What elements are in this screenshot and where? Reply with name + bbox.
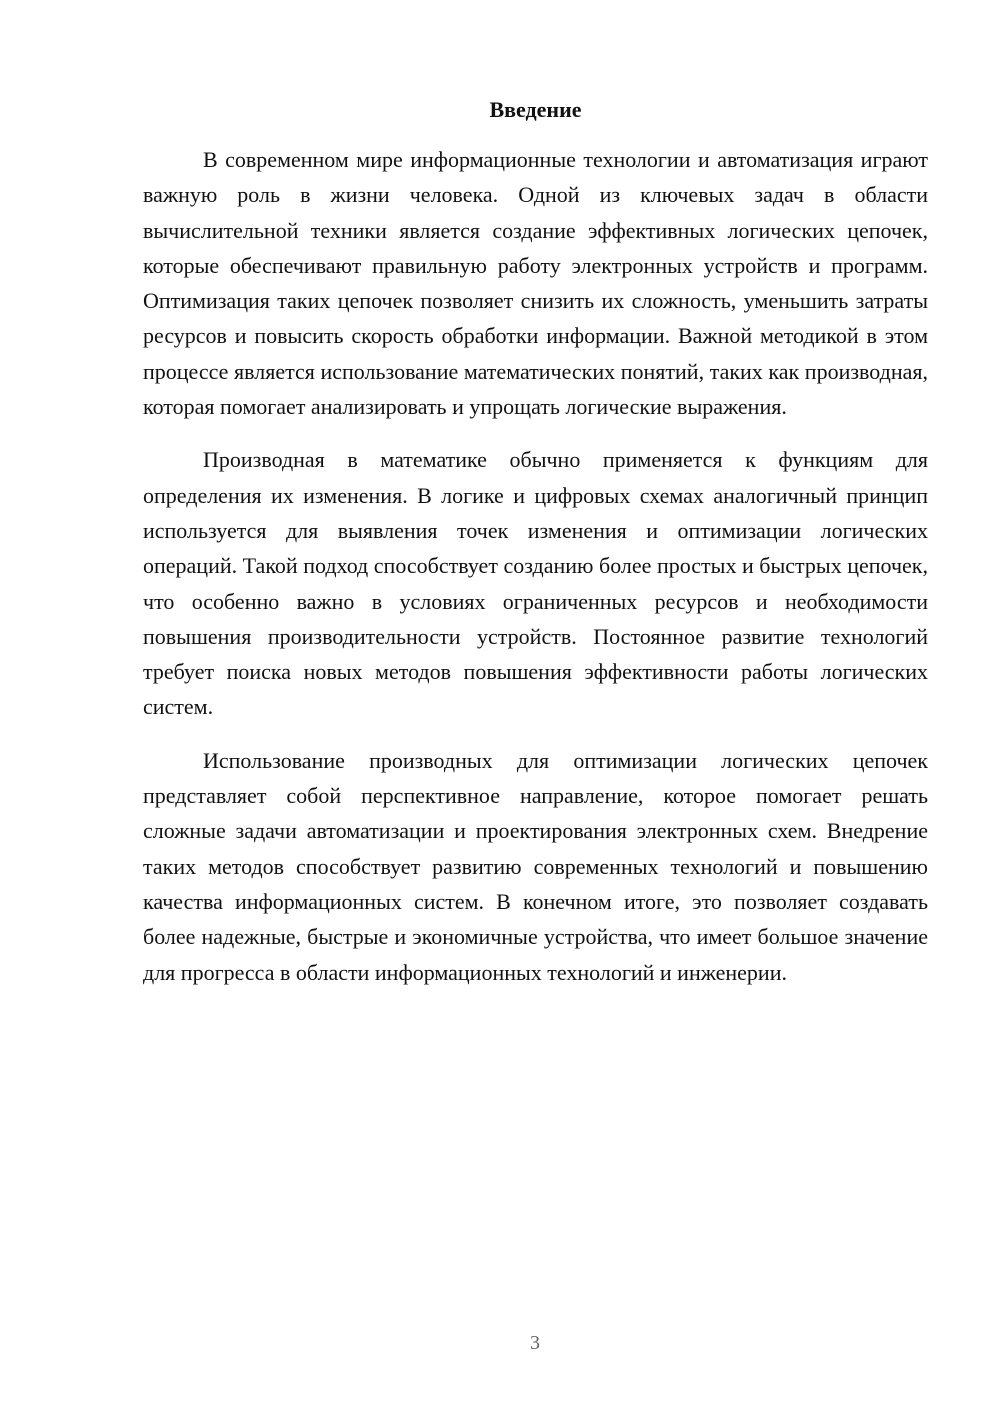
paragraph-3: Использование производных для оптимизации логических цепочек представляет собой перспективное направление, которое помогает решать сложные задачи автоматизации и проектирования электронных схем. Внедрение таких методов способствует развитию современных технологий и повышению качества информационных систем. В конечном итоге, это позволяет создавать более надежные, быстрые и экономичные устройства, что имеет большое значение для прогресса в области информационных технологий и инженерии. [143,747,928,985]
document-body [143,142,928,1008]
paragraph-2: Производная в математике обычно применяется к функциям для определения их изменения. В логике и цифровых схемах аналогичный принцип используется для выявления точек изменения и оптимизации логических операций. Такой подход способствует созданию более простых и быстрых цепочек, что особенно важно в условиях ограниченных ресурсов и необходимости повышения производительности устройств. Постоянное развитие технологий требует поиска новых методов повышения эффективности работы логических систем. [143,447,928,720]
paragraph-1: В современном мире информационные технологии и автоматизация играют важную роль в жизни человека. Одной из ключевых задач в области вычислительной техники является создание эффективных логических цепочек, которые обеспечивают правильную работу электронных устройств и программ. Оптимизация таких цепочек позволяет снизить их сложность, уменьшить затраты ресурсов и повысить скорость обработки информации. Важной методикой в этом процессе является использование математических понятий, таких как производная, которая помогает анализировать и упрощать логические выражения. [143,147,928,420]
page-title: Введение [489,97,582,122]
page-number: 3 [530,1332,540,1354]
